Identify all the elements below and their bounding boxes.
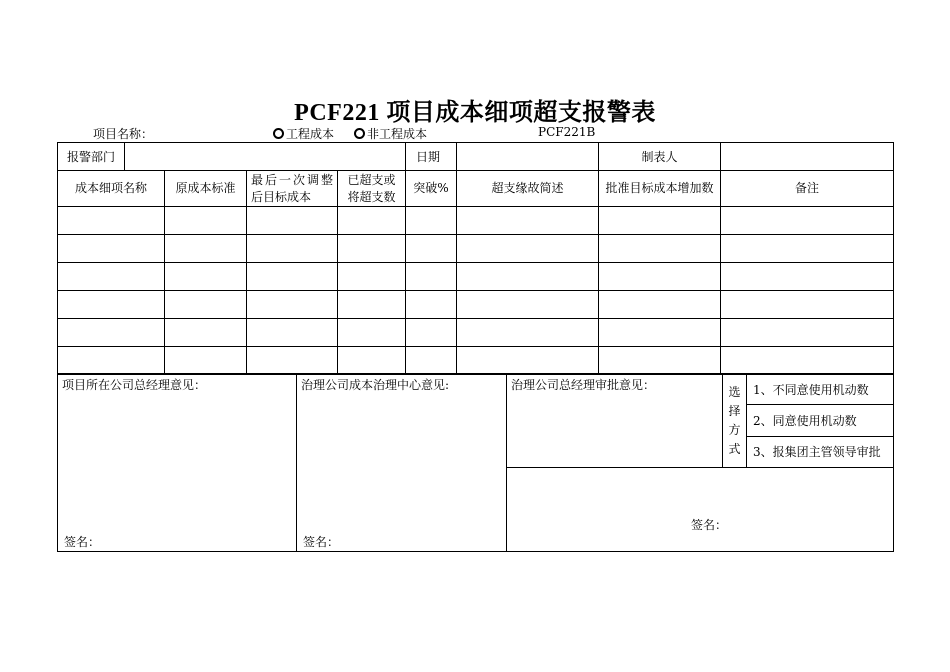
maker-label: 制表人: [599, 143, 721, 171]
date-field[interactable]: [457, 143, 599, 171]
col-header: 成本细项名称: [58, 171, 165, 207]
col-header: 备注: [721, 171, 894, 207]
table-row: [58, 347, 894, 375]
alarm-dept-field[interactable]: [125, 143, 406, 171]
table-cell[interactable]: [165, 319, 247, 347]
sign-label: 签名：: [691, 518, 728, 533]
opinion-label: 治理公司成本治理中心意见:: [301, 378, 450, 392]
header-info-row: [58, 143, 894, 171]
radio-icon[interactable]: [273, 128, 284, 139]
table-cell[interactable]: [406, 347, 457, 375]
opinion-label: 治理公司总经理审批意见：: [511, 378, 656, 392]
table-cell[interactable]: [165, 207, 247, 235]
table-cell[interactable]: [338, 207, 406, 235]
table-cell[interactable]: [58, 207, 165, 235]
date-label: 日期: [406, 143, 457, 171]
form-title: PCF221 项目成本细项超支报警表: [294, 100, 656, 126]
col-header: 超支缘故简述: [457, 171, 599, 207]
table-cell[interactable]: [58, 319, 165, 347]
choice-method-label: 选 择 方 式: [723, 374, 747, 468]
table-cell[interactable]: [165, 291, 247, 319]
table-cell[interactable]: [599, 347, 721, 375]
project-name-label: 项目名称：: [93, 127, 154, 141]
col-header: 批准目标成本增加数: [599, 171, 721, 207]
col-header: 最后一次调整后目标成本: [247, 171, 338, 207]
table-cell[interactable]: [599, 319, 721, 347]
sign-label: 签名：: [303, 535, 340, 549]
table-cell[interactable]: [338, 347, 406, 375]
table-cell[interactable]: [457, 235, 599, 263]
table-cell[interactable]: [165, 263, 247, 291]
table-cell[interactable]: [406, 207, 457, 235]
table-cell[interactable]: [247, 263, 338, 291]
maker-field[interactable]: [721, 143, 894, 171]
option-non-engineering-cost[interactable]: 非工程成本: [354, 125, 427, 142]
table-cell[interactable]: [457, 319, 599, 347]
alarm-dept-label: 报警部门: [58, 143, 125, 171]
option-1[interactable]: 1、不同意使用机动数: [747, 374, 894, 405]
table-cell[interactable]: [457, 291, 599, 319]
gm-opinion[interactable]: [507, 374, 723, 468]
table-cell[interactable]: [457, 207, 599, 235]
table-cell[interactable]: [721, 347, 894, 375]
project-company-opinion[interactable]: [58, 374, 297, 552]
col-header: 原成本标准: [165, 171, 247, 207]
cost-center-opinion[interactable]: [297, 374, 507, 552]
table-cell[interactable]: [338, 319, 406, 347]
table-cell[interactable]: [247, 291, 338, 319]
table-cell[interactable]: [406, 235, 457, 263]
table-cell[interactable]: [457, 347, 599, 375]
table-cell[interactable]: [58, 263, 165, 291]
table-cell[interactable]: [58, 235, 165, 263]
radio-icon[interactable]: [354, 128, 365, 139]
table-cell[interactable]: [721, 235, 894, 263]
option-engineering-cost[interactable]: 工程成本: [273, 125, 334, 142]
table-row: [58, 235, 894, 263]
table-cell[interactable]: [247, 347, 338, 375]
gm-sign-area[interactable]: [507, 468, 894, 552]
cost-table: [57, 142, 894, 375]
table-row: [58, 291, 894, 319]
column-header-row: [58, 171, 894, 207]
option-3[interactable]: 3、报集团主管领导审批: [747, 436, 894, 467]
table-cell[interactable]: [406, 319, 457, 347]
option-2[interactable]: 2、同意使用机动数: [747, 405, 894, 436]
table-cell[interactable]: [247, 235, 338, 263]
table-cell[interactable]: [599, 207, 721, 235]
table-cell[interactable]: [721, 319, 894, 347]
table-cell[interactable]: [338, 235, 406, 263]
table-cell[interactable]: [406, 263, 457, 291]
table-cell[interactable]: [165, 347, 247, 375]
table-cell[interactable]: [338, 263, 406, 291]
table-cell[interactable]: [721, 291, 894, 319]
table-cell[interactable]: [721, 263, 894, 291]
table-cell[interactable]: [599, 235, 721, 263]
table-cell[interactable]: [599, 291, 721, 319]
table-cell[interactable]: [247, 319, 338, 347]
table-cell[interactable]: [599, 263, 721, 291]
form-code: PCF221B: [538, 125, 596, 139]
table-cell[interactable]: [165, 235, 247, 263]
col-header: 突破%: [406, 171, 457, 207]
table-cell[interactable]: [457, 263, 599, 291]
table-cell[interactable]: [58, 291, 165, 319]
opinion-table: [57, 373, 894, 552]
opinion-label: 项目所在公司总经理意见：: [62, 378, 207, 392]
table-cell[interactable]: [406, 291, 457, 319]
col-header: 已超支或将超支数: [338, 171, 406, 207]
table-row: [58, 263, 894, 291]
table-row: [58, 319, 894, 347]
table-cell[interactable]: [247, 207, 338, 235]
table-cell[interactable]: [721, 207, 894, 235]
table-cell[interactable]: [338, 291, 406, 319]
sign-label: 签名：: [64, 535, 101, 549]
table-cell[interactable]: [58, 347, 165, 375]
table-row: [58, 207, 894, 235]
